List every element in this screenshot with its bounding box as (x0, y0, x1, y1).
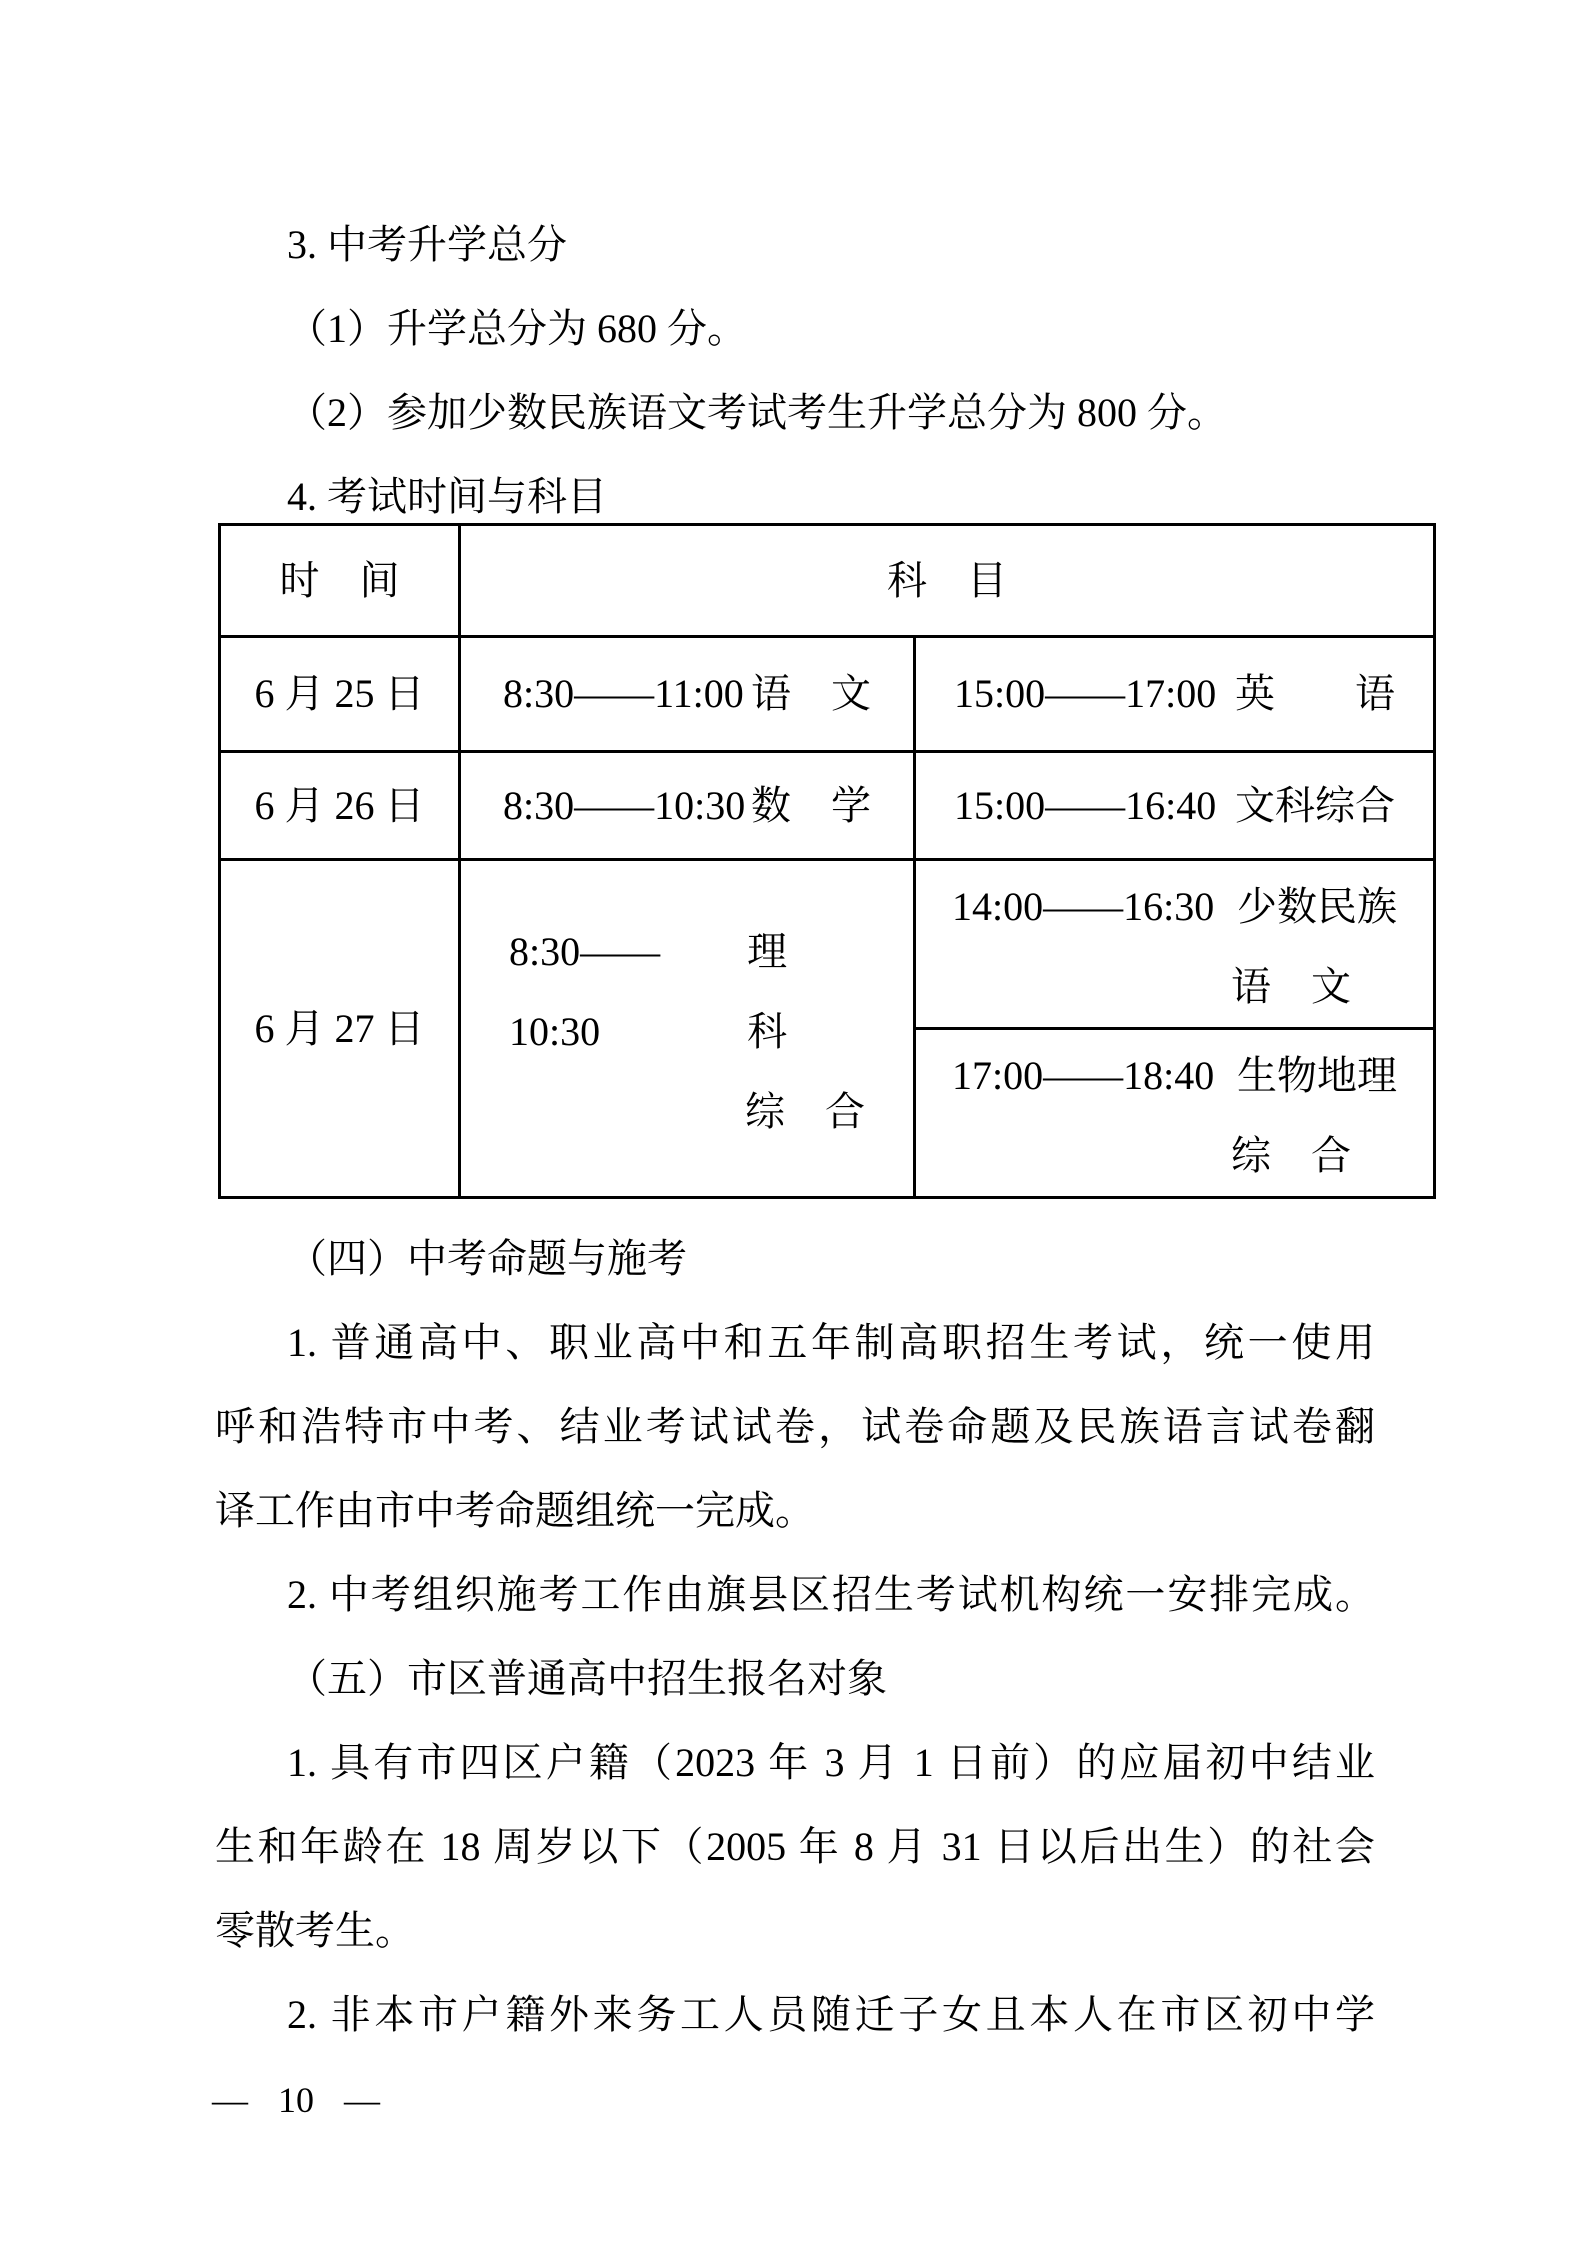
jun27-slot2-time: 17:00——18:40 (952, 1053, 1215, 1098)
date-cell-jun27: 6 月 27 日 (220, 860, 460, 1198)
body-line-exam-organization: 2. 中考组织施考工作由旗县区招生考试机构统一安排完成。 (287, 1572, 1375, 1617)
jun27-morning-content (461, 906, 913, 1152)
cell-jun25-morning (460, 637, 915, 752)
jun27-slot1-time: 14:00——16:30 (952, 884, 1215, 929)
footer-left-dash: — (212, 2080, 248, 2120)
jun26-morning-content (461, 764, 913, 848)
jun27-slot2-line1 (952, 1036, 1397, 1116)
footer-right-dash: — (344, 2080, 380, 2120)
jun25-morning-time: 8:30——11:00 (503, 671, 744, 716)
body-line-unified-exam-1: 1. 普通高中、职业高中和五年制高职招生考试，统一使用 (287, 1320, 1375, 1365)
exam-schedule-table (218, 523, 1436, 1199)
jun25-afternoon-time: 15:00——17:00 (954, 671, 1217, 716)
cell-jun26-afternoon (915, 752, 1435, 860)
cell-jun27-morning (460, 860, 915, 1198)
page-number: 10 (278, 2080, 314, 2120)
jun25-afternoon-content (916, 652, 1433, 736)
date-cell-jun25: 6 月 25 日 (220, 637, 460, 752)
jun27-slot1-content (916, 861, 1433, 1027)
date-cell-jun26: 6 月 26 日 (220, 752, 460, 860)
body-line-total-score-680: （1）升学总分为 680 分。 (287, 306, 747, 351)
jun25-morning-content (461, 652, 913, 736)
cell-jun27-afternoon-slot1 (915, 860, 1435, 1029)
jun26-morning-time: 8:30——10:30 (503, 782, 746, 828)
jun27-morning-subject-line1: 理 科 (747, 928, 828, 1054)
jun27-slot1-subject-line2: 语 文 (1231, 964, 1351, 1009)
body-line-unified-exam-3: 译工作由市中考命题组统一完成。 (215, 1488, 815, 1533)
heading-exam-time-subjects: 4. 考试时间与科目 (287, 474, 607, 519)
jun27-slot2-subject-line1: 生物地理 (1237, 1053, 1397, 1098)
jun27-slot2-subject-line2: 综 合 (1231, 1133, 1351, 1178)
header-cell-subject: 科 目 (460, 525, 1435, 637)
jun27-morning-time: 8:30——10:30 (509, 928, 661, 1054)
jun25-morning-subject: 语 文 (751, 671, 871, 716)
cell-jun27-afternoon-slot2 (915, 1029, 1435, 1198)
jun27-slot1-subject-line1: 少数民族 (1237, 884, 1397, 929)
body-line-migrant-children: 2. 非本市户籍外来务工人员随迁子女且本人在市区初中学 (287, 1992, 1375, 2037)
jun26-morning-subject: 数 学 (751, 782, 871, 828)
page-footer (212, 2082, 380, 2118)
jun26-afternoon-content (916, 764, 1433, 848)
jun27-morning-line1 (509, 912, 865, 1072)
jun27-slot2-content (916, 1030, 1433, 1196)
body-line-minority-score-800: （2）参加少数民族语文考试考生升学总分为 800 分。 (287, 390, 1227, 435)
bottom-paragraphs (215, 1217, 1375, 2057)
body-line-household-registration-3: 零散考生。 (215, 1908, 415, 1953)
body-line-household-registration-2: 生和年龄在 18 周岁以下（2005 年 8 月 31 日以后出生）的社会 (215, 1824, 1375, 1869)
jun27-morning-line2 (509, 1072, 865, 1152)
table-row-jun27-slot1 (220, 860, 1435, 1029)
jun27-slot1-line1 (952, 867, 1397, 947)
cell-jun26-morning (460, 752, 915, 860)
jun27-morning-subject-line2: 综 合 (745, 1088, 865, 1134)
jun26-afternoon-time: 15:00——16:40 (954, 782, 1217, 828)
jun27-slot1-line2 (952, 947, 1397, 1027)
heading-zhongkao-total-score: 3. 中考升学总分 (287, 222, 567, 267)
heading-section-5-enrollment-targets: （五）市区普通高中招生报名对象 (287, 1656, 887, 1701)
jun25-afternoon-subject: 英 语 (1235, 671, 1395, 716)
heading-section-4-commissioning: （四）中考命题与施考 (287, 1236, 687, 1281)
body-line-household-registration-1: 1. 具有市四区户籍（2023 年 3 月 1 日前）的应届初中结业 (287, 1740, 1375, 1785)
table-row-jun25 (220, 637, 1435, 752)
jun27-slot2-line2 (952, 1116, 1397, 1196)
jun26-afternoon-subject: 文科综合 (1235, 782, 1395, 828)
header-cell-time: 时 间 (220, 525, 460, 637)
cell-jun25-afternoon (915, 637, 1435, 752)
body-line-unified-exam-2: 呼和浩特市中考、结业考试试卷，试卷命题及民族语言试卷翻 (215, 1404, 1375, 1449)
table-header-row (220, 525, 1435, 637)
table-row-jun26 (220, 752, 1435, 860)
document-body (215, 203, 1397, 2057)
